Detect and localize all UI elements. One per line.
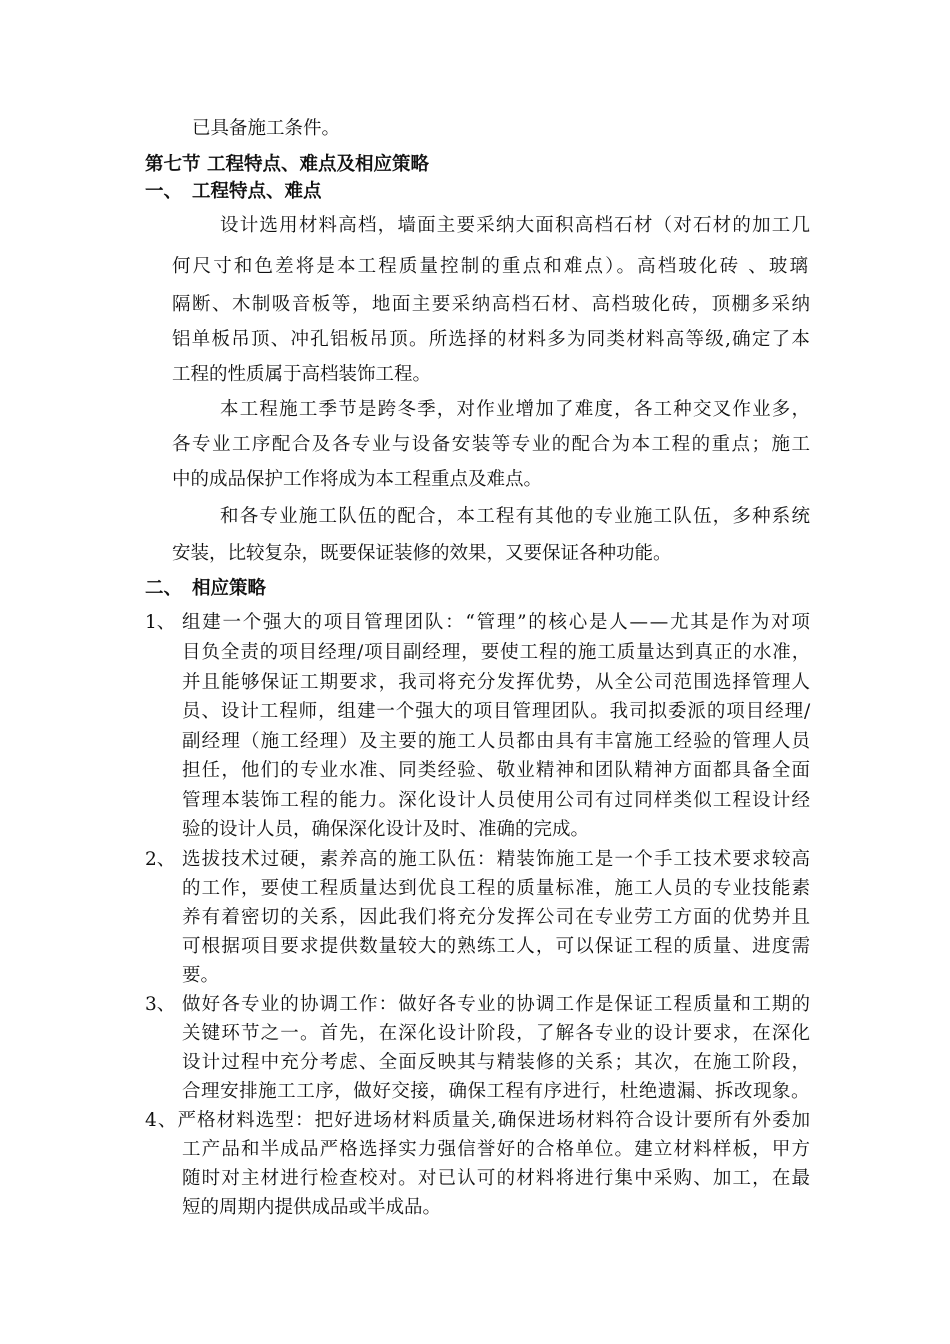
heading-1-text: 工程特点、难点	[192, 181, 322, 202]
heading-1-number: 一、	[145, 181, 183, 202]
list-item-1-line: 管理本装饰工程的能力。深化设计人员使用公司有过同样类似工程设计经	[182, 790, 812, 811]
list-item-3-line: 做好各专业的协调工作：做好各专业的协调工作是保证工程质量和工期的	[182, 994, 812, 1015]
list-item-1-line: 组建一个强大的项目管理团队：“管理”的核心是人——尤其是作为对项	[182, 612, 812, 633]
list-item-1-line: 并且能够保证工期要求，我司将充分发挥优势，从全公司范围选择管理人	[182, 672, 812, 693]
paragraph-3-line: 安装，比较复杂，既要保证装修的效果，又要保证各种功能。	[172, 543, 672, 564]
list-item-1-number: 1、	[145, 612, 176, 633]
list-item-4-line: 4、严格材料选型：把好进场材料质量关,确保进场材料符合设计要所有外委加	[145, 1110, 812, 1131]
paragraph-1-line: 隔断、木制吸音板等，地面主要采纳高档石材、高档玻化砖，顶棚多采纳	[172, 294, 812, 315]
list-item-1-line: 验的设计人员，确保深化设计及时、准确的完成。	[182, 819, 590, 840]
heading-2-text: 相应策略	[192, 578, 267, 599]
heading-2-number: 二、	[145, 578, 183, 599]
list-item-2-line: 养有着密切的关系，因此我们将充分发挥公司在专业劳工方面的优势并且	[182, 907, 812, 928]
list-item-1-line: 员、设计工程师，组建一个强大的项目管理团队。我司拟委派的项目经理/	[182, 701, 812, 722]
paragraph-2-line: 中的成品保护工作将成为本工程重点及难点。	[172, 469, 543, 490]
list-item-4-line: 短的周期内提供成品或半成品。	[182, 1197, 442, 1218]
paragraph-1-line: 何尺寸和色差将是本工程质量控制的重点和难点）。高档玻化砖 、玻璃	[172, 256, 811, 277]
intro-line: 已具备施工条件。	[192, 118, 341, 139]
list-item-1-line: 副经理（施工经理）及主要的施工人员都由具有丰富施工经验的管理人员	[182, 731, 812, 752]
list-item-3-line: 关键环节之一。首先，在深化设计阶段，了解各专业的设计要求，在深化	[182, 1023, 812, 1044]
list-item-1-line: 目负全责的项目经理/项目副经理，要使工程的施工质量达到真正的水准，	[182, 642, 812, 663]
paragraph-3-line: 和各专业施工队伍的配合，本工程有其他的专业施工队伍，多种系统	[220, 506, 812, 527]
list-item-3-line: 设计过程中充分考虑、全面反映其与精装修的关系；其次，在施工阶段，	[182, 1052, 812, 1073]
list-item-3-number: 3、	[145, 994, 176, 1015]
paragraph-2-line: 本工程施工季节是跨冬季，对作业增加了难度，各工种交叉作业多，	[220, 399, 812, 420]
list-item-2-line: 选拔技术过硬，素养高的施工队伍：精装饰施工是一个手工技术要求较高	[182, 849, 812, 870]
list-item-4-line: 工产品和半成品严格选择实力强信誉好的合格单位。建立材料样板，甲方	[182, 1139, 812, 1160]
paragraph-1-line: 工程的性质属于高档装饰工程。	[172, 364, 432, 385]
section-title: 第七节 工程特点、难点及相应策略	[145, 154, 429, 175]
list-item-2-line: 的工作，要使工程质量达到优良工程的质量标准，施工人员的专业技能素	[182, 878, 812, 899]
paragraph-1-line: 铝单板吊顶、冲孔铝板吊顶。所选择的材料多为同类材料高等级,确定了本	[172, 329, 812, 350]
paragraph-1-line: 设计选用材料高档，墙面主要采纳大面积高档石材（对石材的加工几	[220, 215, 812, 236]
list-item-3-line: 合理安排施工工序，做好交接，确保工程有序进行，杜绝遗漏、拆改现象。	[182, 1081, 811, 1102]
list-item-2-number: 2、	[145, 849, 176, 870]
list-item-2-line: 可根据项目要求提供数量较大的熟练工人，可以保证工程的质量、进度需	[182, 936, 812, 957]
list-item-2-line: 要。	[182, 965, 220, 986]
paragraph-2-line: 各专业工序配合及各专业与设备安装等专业的配合为本工程的重点；施工	[172, 434, 812, 455]
list-item-4-line: 随时对主材进行检查校对。对已认可的材料将进行集中采购、加工，在最	[182, 1168, 812, 1189]
list-item-1-line: 担任，他们的专业水准、同类经验、敬业精神和团队精神方面都具备全面	[182, 760, 812, 781]
